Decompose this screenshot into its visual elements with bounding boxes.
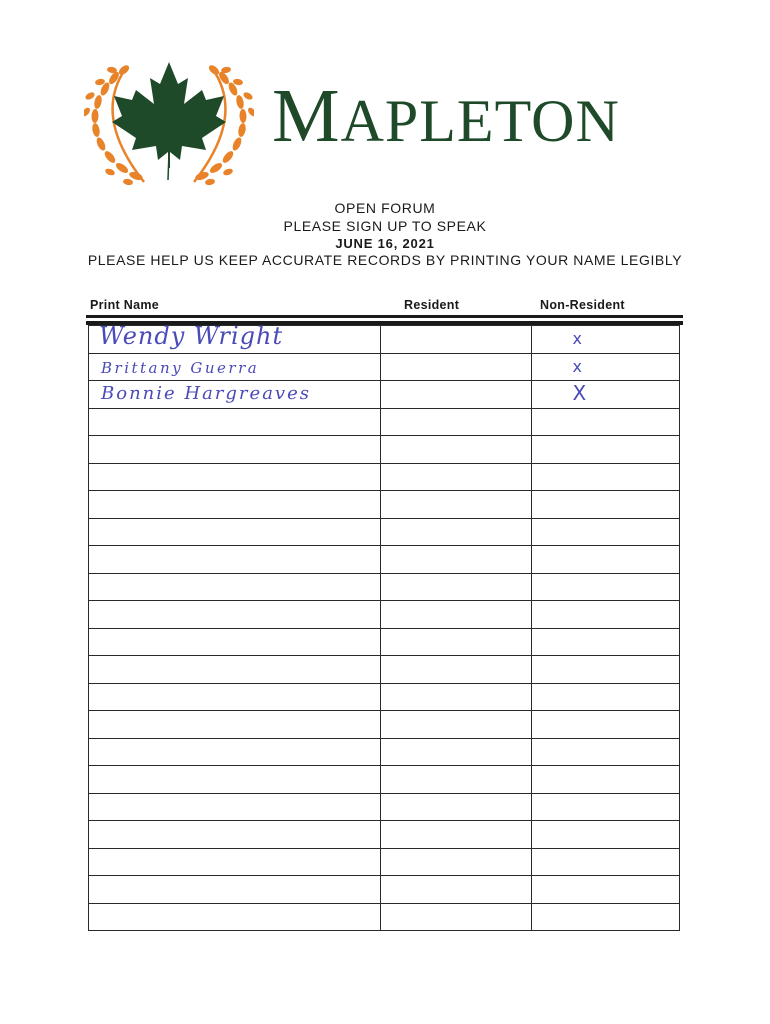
name-cell[interactable]	[89, 876, 381, 904]
handwritten-name: Bonnie Hargreaves	[101, 383, 311, 404]
resident-cell[interactable]	[380, 601, 532, 629]
table-row	[89, 821, 680, 849]
name-cell[interactable]	[89, 793, 381, 821]
name-cell[interactable]	[89, 518, 381, 546]
table-row	[89, 628, 680, 656]
resident-cell[interactable]	[380, 683, 532, 711]
non-resident-cell[interactable]	[532, 408, 680, 436]
name-cell[interactable]	[89, 766, 381, 794]
name-cell[interactable]	[89, 848, 381, 876]
name-cell[interactable]	[89, 381, 381, 409]
non-resident-cell[interactable]	[532, 491, 680, 519]
check-mark: x	[572, 356, 582, 376]
table-row	[89, 546, 680, 574]
table-row	[89, 766, 680, 794]
table-row	[89, 436, 680, 464]
column-header-name: Print Name	[90, 298, 159, 312]
resident-cell[interactable]	[380, 491, 532, 519]
non-resident-cell[interactable]	[532, 436, 680, 464]
non-resident-cell[interactable]	[532, 546, 680, 574]
name-cell[interactable]	[89, 821, 381, 849]
table-row	[89, 463, 680, 491]
name-cell[interactable]	[89, 546, 381, 574]
resident-cell[interactable]	[380, 656, 532, 684]
table-row	[89, 848, 680, 876]
name-cell[interactable]	[89, 353, 381, 381]
name-cell[interactable]	[89, 408, 381, 436]
name-cell[interactable]	[89, 491, 381, 519]
resident-cell[interactable]	[380, 793, 532, 821]
table-row	[89, 353, 680, 381]
resident-cell[interactable]	[380, 463, 532, 491]
non-resident-cell[interactable]	[532, 821, 680, 849]
resident-cell[interactable]	[380, 903, 532, 931]
resident-cell[interactable]	[380, 821, 532, 849]
name-cell[interactable]	[89, 628, 381, 656]
name-cell[interactable]	[89, 322, 381, 354]
non-resident-cell[interactable]	[532, 326, 680, 354]
resident-cell[interactable]	[380, 573, 532, 601]
table-row	[89, 793, 680, 821]
non-resident-cell[interactable]	[532, 683, 680, 711]
non-resident-cell[interactable]	[532, 518, 680, 546]
table-row	[89, 683, 680, 711]
non-resident-cell[interactable]	[532, 463, 680, 491]
non-resident-cell[interactable]	[532, 903, 680, 931]
resident-cell[interactable]	[380, 518, 532, 546]
table-row	[89, 518, 680, 546]
table-row	[89, 408, 680, 436]
name-cell[interactable]	[89, 683, 381, 711]
form-title: OPEN FORUM	[334, 200, 436, 216]
non-resident-cell[interactable]	[532, 876, 680, 904]
resident-cell[interactable]	[380, 353, 532, 381]
handwritten-name: Wendy Wright	[99, 322, 284, 350]
table-row	[89, 903, 680, 931]
non-resident-cell[interactable]	[532, 656, 680, 684]
table-row	[89, 573, 680, 601]
name-cell[interactable]	[89, 436, 381, 464]
maple-leaf-logo-icon	[84, 56, 254, 192]
table-row	[89, 738, 680, 766]
resident-cell[interactable]	[380, 711, 532, 739]
name-cell[interactable]	[89, 738, 381, 766]
header-rule	[86, 315, 683, 318]
non-resident-cell[interactable]	[532, 766, 680, 794]
non-resident-cell[interactable]	[532, 381, 680, 409]
name-cell[interactable]	[89, 656, 381, 684]
column-header-non-resident: Non-Resident	[540, 298, 625, 312]
non-resident-cell[interactable]	[532, 601, 680, 629]
form-subtitle: PLEASE SIGN UP TO SPEAK	[283, 218, 487, 234]
resident-cell[interactable]	[380, 766, 532, 794]
non-resident-cell[interactable]	[532, 353, 680, 381]
non-resident-cell[interactable]	[532, 573, 680, 601]
name-cell[interactable]	[89, 711, 381, 739]
handwritten-name: Brittany Guerra	[101, 358, 260, 377]
table-row	[89, 711, 680, 739]
non-resident-cell[interactable]	[532, 793, 680, 821]
non-resident-cell[interactable]	[532, 711, 680, 739]
resident-cell[interactable]	[380, 326, 532, 354]
resident-cell[interactable]	[380, 848, 532, 876]
resident-cell[interactable]	[380, 738, 532, 766]
resident-cell[interactable]	[380, 436, 532, 464]
table-row	[89, 326, 680, 354]
non-resident-cell[interactable]	[532, 628, 680, 656]
legibility-instruction: PLEASE HELP US KEEP ACCURATE RECORDS BY PRINTING YOUR NAME LEGIBLY	[87, 252, 683, 268]
name-cell[interactable]	[89, 601, 381, 629]
resident-cell[interactable]	[380, 408, 532, 436]
check-mark: x	[572, 329, 582, 348]
table-row	[89, 601, 680, 629]
brand-wordmark: MAPLETON	[272, 74, 620, 158]
table-row	[89, 876, 680, 904]
table-row	[89, 381, 680, 409]
table-row	[89, 656, 680, 684]
resident-cell[interactable]	[380, 876, 532, 904]
name-cell[interactable]	[89, 903, 381, 931]
resident-cell[interactable]	[380, 381, 532, 409]
non-resident-cell[interactable]	[532, 848, 680, 876]
signup-table	[88, 322, 680, 931]
meeting-date: JUNE 16, 2021	[335, 236, 435, 251]
non-resident-cell[interactable]	[532, 738, 680, 766]
check-mark: X	[572, 381, 587, 405]
table-row	[89, 491, 680, 519]
column-header-resident: Resident	[404, 298, 460, 312]
name-cell[interactable]	[89, 463, 381, 491]
resident-cell[interactable]	[380, 628, 532, 656]
resident-cell[interactable]	[380, 546, 532, 574]
name-cell[interactable]	[89, 573, 381, 601]
